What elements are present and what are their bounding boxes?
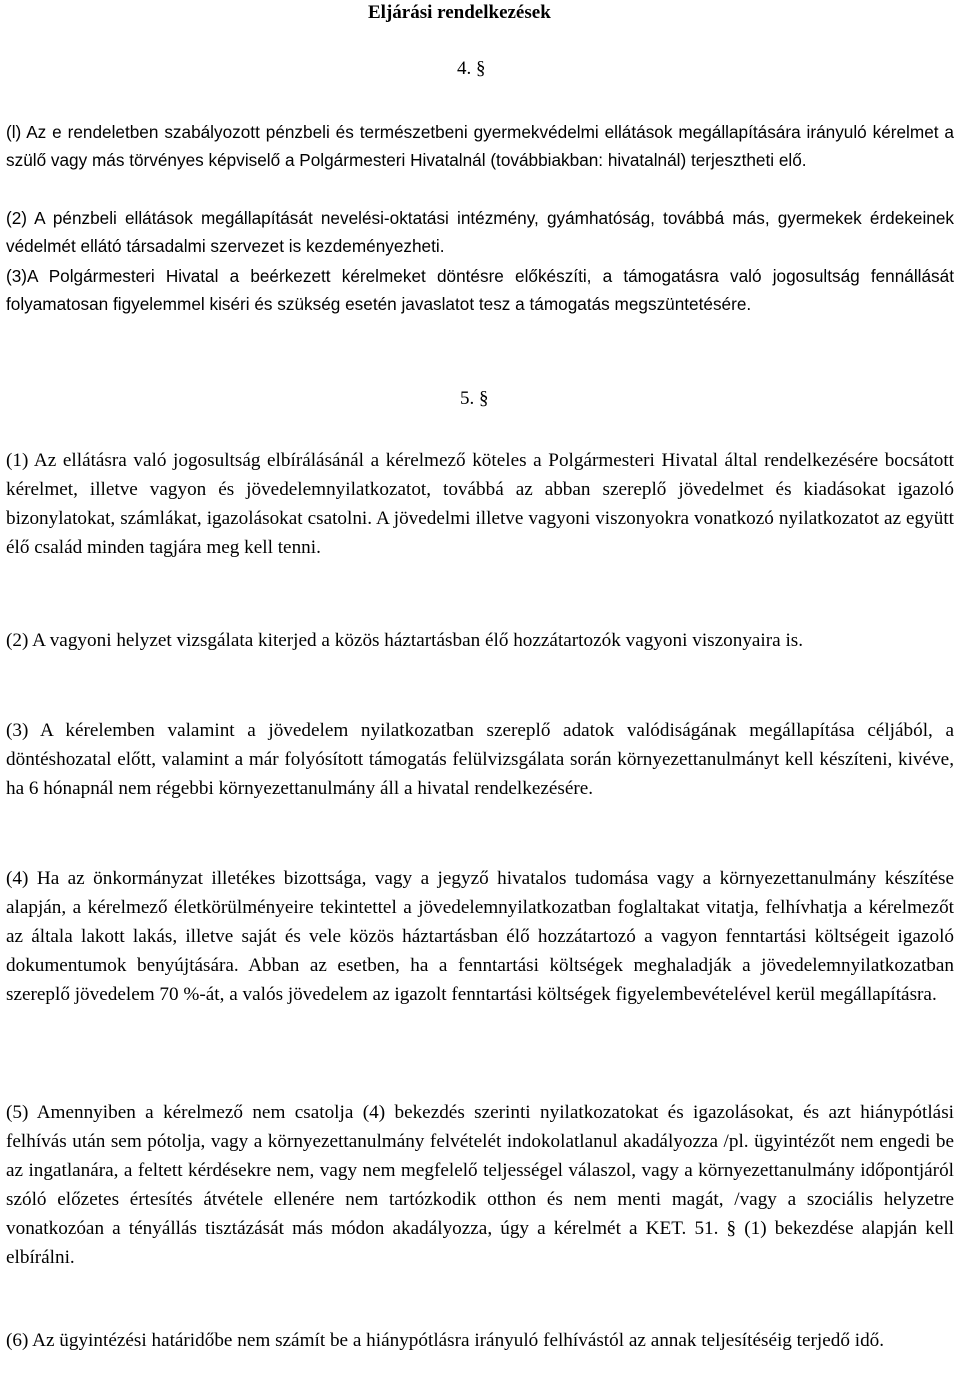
page-title: Eljárási rendelkezések [368,2,551,23]
section-5-paragraph-2: (2) A vagyoni helyzet vizsgálata kiterjed a közös háztartásban élő hozzátartozók vagyoni viszonyaira is. [6,630,804,651]
section-5-paragraph-6: (6) Az ügyintézési határidőbe nem számít be a hiánypótlásra irányuló felhívástól az annak teljesítéséig terjedő idő. [6,1330,885,1351]
section-4-paragraph-1: (l) Az e rendeletben szabályozott pénzbeli és természetbeni gyermekvédelmi ellátások megállapítására irányuló kérelmet a szülő vagy más törvényes képviselő a Polgármesteri Hivatalnál (továbbiakban: hivatalnál) terjesztheti elő. [6,122,954,170]
section-5-paragraph-1: (1) Az ellátásra való jogosultság elbírálásánál a kérelmező köteles a Polgármesteri Hivatal által rendelkezésére bocsátott kérelmet, illetve vagyon és jövedelemnyilatkozatot, továbbá az abban szereplő jövedelmet és kiadásokat igazoló bizonylatokat, számlákat, igazolásokat csatolni. A jövedelmi illetve vagyoni viszonyokra vonatkozó nyilatkozatot az együtt élő család minden tagjára meg kell tenni. [6,450,954,558]
section-4-paragraph-2: (2) A pénzbeli ellátások megállapítását nevelési-oktatási intézmény, gyámhatóság, továbbá más, gyermekek érdekeinek védelmét ellátó társadalmi szervezet is kezdeményezheti. [6,208,954,256]
section-5-paragraph-5: (5) Amennyiben a kérelmező nem csatolja (4) bekezdés szerinti nyilatkozatokat és igazolásokat, és azt hiánypótlási felhívás után sem pótolja, vagy a környezettanulmány felvételét indokolatlanul akadályozza /pl. ügyintézőt nem engedi be az ingatlanára, a feltett kérdésekre nem, vagy nem megfelelő teljességel válaszol, vagy a környezettanulmány időpontjáról szóló előzetes értesítés átvétele ellenére nem tartózkodik otthon és nem menti magát, /vagy a szociális helyzetre vonatkozóan a tényállás tisztázását más módon akadályozza, úgy a kérelmét a KET. 51. § (1) bekezdése alapján kell elbírálni. [6,1102,954,1268]
section-5-paragraph-3: (3) A kérelemben valamint a jövedelem nyilatkozatban szereplő adatok valódiságának megállapítása céljából, a döntéshozatal előtt, valamint a már folyósított támogatás felülvizsgálata során környezettanulmányt kell készíteni, kivéve, ha 6 hónapnál nem régebbi környezettanulmány áll a hivatal rendelkezésére. [6,720,954,799]
section-5-paragraph-4: (4) Ha az önkormányzat illetékes bizottsága, vagy a jegyző hivatalos tudomása vagy a környezettanulmány készítése alapján, a kérelmező életkörülményeire tekintettel a jövedelemnyilatkozatban foglaltakat vitatja, felhívhatja a kérelmezőt az általa lakott lakás, illetve saját és vele közös háztartásban élő hozzátartozó a vagyon fenntartási költségeit igazoló dokumentumok benyújtására. Abban az esetben, ha a fenntartási költségek meghaladják a jövedelemnyilatkozatban szereplő jövedelem 70 %-át, a valós jövedelem az igazolt fenntartási költségek figyelembevételével kerül megállapításra. [6,868,954,1005]
section-4-number: 4. § [457,58,486,79]
section-5-number: 5. § [460,388,489,409]
section-4-paragraph-3: (3)A Polgármesteri Hivatal a beérkezett kérelmeket döntésre előkészíti, a támogatásra való jogosultság fennállását folyamatosan figyelemmel kiséri és szükség esetén javaslatot tesz a támogatás megszüntetésére. [6,266,954,314]
